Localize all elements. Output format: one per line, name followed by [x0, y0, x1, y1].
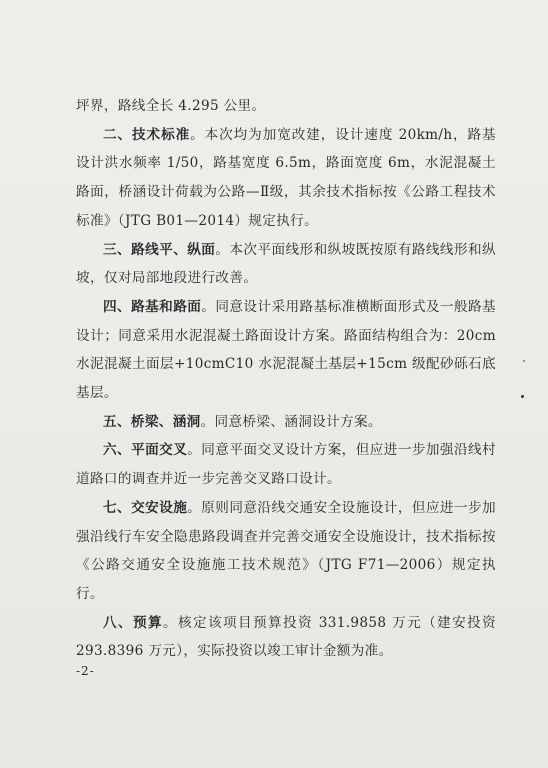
section-heading: 六、平面交叉: [103, 442, 188, 459]
page-number: -2-: [76, 664, 95, 678]
section-subgrade-pavement: [76, 293, 496, 408]
section-heading: 八、预算: [103, 614, 163, 631]
section-heading: 四、路基和路面: [103, 298, 202, 315]
section-body: 。同意平面交叉设计方案，但应进一步加强沿线村道路口的调查并近一步完善交叉路口设计。: [76, 442, 496, 488]
section-body: 。本次均为加宽改建，设计速度 20km/h，路基设计洪水频率 1/50，路基宽度 6.5m，路面宽度 6m，水泥混凝土路面，桥涵设计荷载为公路—Ⅱ级，其余技术指标按《公路工程技术标准》（JTG B01—2014）规定执行。: [76, 126, 496, 229]
section-body: 。同意桥梁、涵洞设计方案。: [200, 413, 382, 430]
scan-speck: [521, 395, 524, 398]
section-heading: 三、路线平、纵面: [103, 241, 216, 258]
intro-paragraph: 坪界，路线全长 4.295 公里。: [76, 98, 266, 114]
section-budget: [76, 609, 496, 666]
section-heading: 二、技术标准: [103, 126, 191, 143]
section-traffic-safety: [76, 494, 496, 609]
section-body: 。本次平面线形和纵坡既按原有路线线形和纵坡，仅对局部地段进行改善。: [76, 241, 496, 287]
section-body: 。同意设计采用路基标准横断面形式及一般路基设计；同意采用水泥混凝土路面设计方案。路面结构组合为：20cm 水泥混凝土面层+10cmC10 水泥混凝土基层+15cm 级配砂砾石底基层。: [76, 298, 496, 402]
section-heading: 七、交安设施: [103, 499, 188, 516]
document-body: [76, 92, 496, 666]
section-bridges-culverts: [76, 408, 496, 437]
section-intersections: [76, 436, 496, 493]
section-body: 。原则同意沿线交通安全设施设计，但应进一步加强沿线行车安全隐患路段调查并完善交通安全设施设计，技术指标按《公路交通安全设施施工技术规范》（JTG F71—2006）规定执行。: [76, 499, 496, 602]
section-body: 。核定该项目预算投资 331.9858 万元（建安投资 293.8396 万元），实际投资以竣工审计金额为准。: [76, 614, 497, 660]
section-route-alignment: [76, 236, 496, 293]
section-heading: 五、桥梁、涵洞: [103, 413, 201, 430]
section-technical-standard: [76, 121, 496, 236]
scan-speck: [523, 360, 525, 362]
